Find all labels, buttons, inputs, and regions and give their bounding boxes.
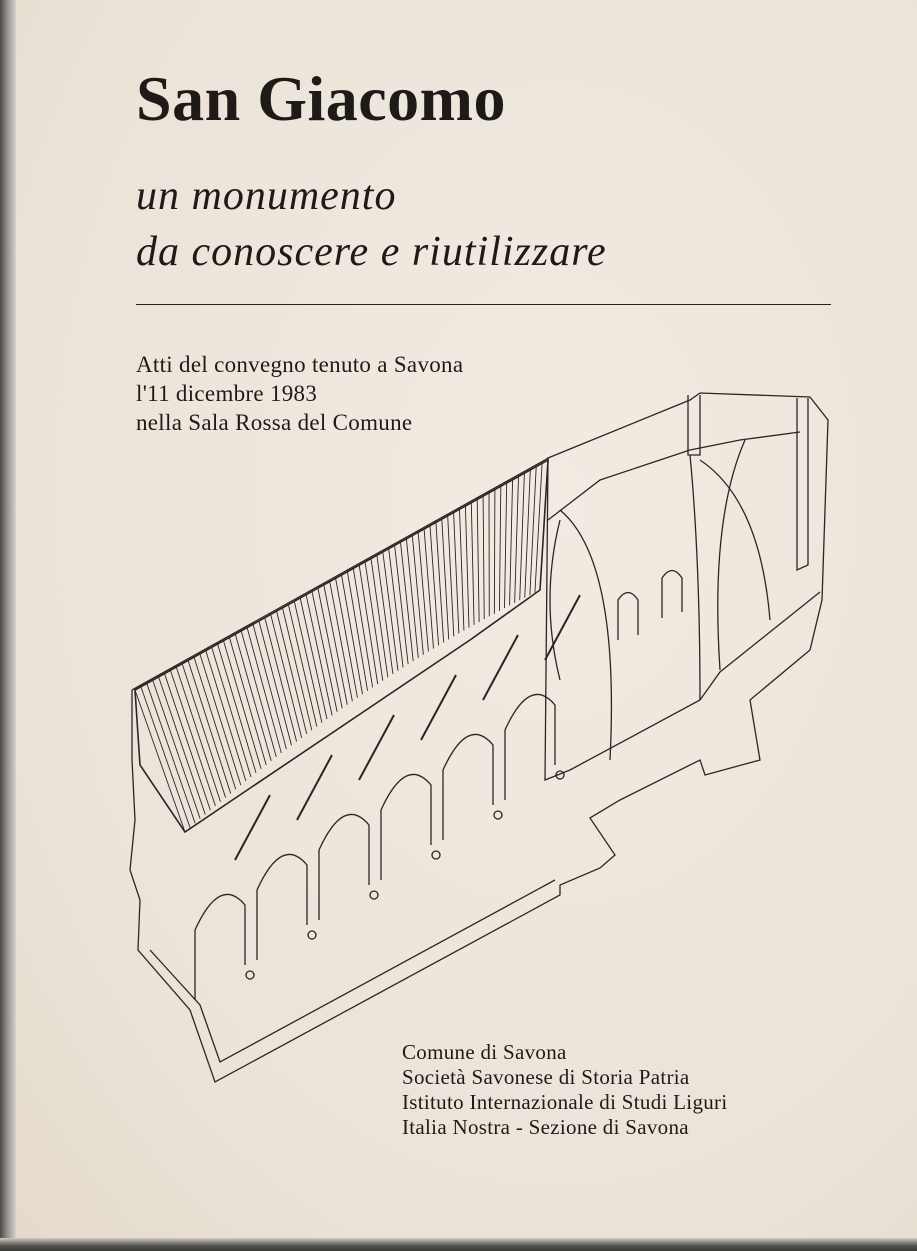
- roof-rafter-line: [188, 660, 231, 793]
- roof-rafter-line: [515, 476, 519, 602]
- organization-name: Comune di Savona: [402, 1040, 567, 1064]
- nave-inner-wall: [150, 880, 555, 1062]
- roof-rafter-line: [253, 624, 286, 749]
- roof-rafter-line: [454, 513, 459, 634]
- roof-rafter-line: [510, 480, 513, 606]
- roof-rafter-line: [200, 654, 241, 785]
- column-base: [432, 851, 440, 859]
- nave-arcade: [195, 595, 580, 1000]
- roof-rafter-line: [520, 473, 525, 600]
- roof-beam: [483, 635, 518, 700]
- roof-rafter-line: [271, 614, 302, 737]
- roof-rafter-line: [412, 536, 423, 655]
- arcade-arch: [319, 814, 369, 920]
- column-base: [494, 811, 502, 819]
- roof-rafter-line: [525, 470, 531, 598]
- roof-rafter-line: [259, 621, 292, 745]
- chancel-wall: [545, 458, 820, 780]
- roof-rafter-line: [147, 683, 195, 823]
- roof-rafter-line: [265, 618, 297, 742]
- roof-rafter-line: [499, 486, 500, 611]
- roof-rafter-line: [347, 572, 367, 691]
- roof-rafter-line: [300, 598, 327, 719]
- roof-rafter-line: [277, 611, 307, 734]
- roof-rafter-line: [448, 516, 454, 637]
- arcade-arch: [381, 774, 431, 880]
- organization-name: Istituto Internazionale di Studi Liguri: [402, 1090, 728, 1114]
- chancel-window: [618, 571, 682, 641]
- roof-rafter-line: [471, 503, 474, 625]
- roof-hatching: [135, 460, 548, 832]
- roof-rafter-line: [247, 628, 281, 753]
- roof-rafter-line: [283, 608, 312, 730]
- column-base: [246, 971, 254, 979]
- roof-rafter-line: [182, 664, 225, 798]
- book-title: San Giacomo: [136, 63, 506, 134]
- roof-rafter-line: [176, 667, 220, 802]
- roof-rafter-line: [460, 509, 464, 630]
- arcade-arch: [443, 734, 493, 840]
- roof-rafter-line: [324, 585, 347, 705]
- roof-rafter-line: [395, 545, 409, 664]
- chancel-pier: [797, 398, 808, 570]
- roof-beam: [235, 795, 270, 860]
- proceedings-line: Atti del convegno tenuto a Savona: [136, 352, 464, 377]
- proceedings-line: l'11 dicembre 1983: [136, 381, 318, 406]
- roof-rafter-line: [342, 575, 363, 694]
- roof-beam: [421, 675, 456, 740]
- chancel-vault: [548, 432, 800, 520]
- roof-rafter-line: [465, 506, 469, 628]
- organizations-list: [402, 1040, 727, 1140]
- roof-rafter-line: [477, 499, 479, 622]
- organization-name: Società Savonese di Storia Patria: [402, 1065, 690, 1089]
- column-base: [308, 931, 316, 939]
- roof-rafter-line: [336, 578, 358, 697]
- roof-rafter-line: [418, 532, 428, 651]
- roof-rafter-line: [483, 496, 484, 619]
- roof-rafter-line: [153, 680, 201, 819]
- roof-rafter-line: [165, 674, 211, 811]
- chancel-rib: [550, 440, 770, 760]
- column-base: [370, 891, 378, 899]
- organization-name: Italia Nostra - Sezione di Savona: [402, 1115, 689, 1139]
- roof-rafter-line: [505, 483, 507, 608]
- nave-outer-wall: [130, 393, 828, 1082]
- roof-rafter-line: [401, 542, 414, 661]
- subtitle-line: da conoscere e riutilizzare: [136, 229, 607, 275]
- arcade-arch: [257, 854, 307, 960]
- proceedings-line: nella Sala Rossa del Comune: [136, 410, 413, 435]
- roof-rafter-line: [424, 529, 433, 649]
- roof-rafter-line: [170, 670, 215, 806]
- roof-rafter-line: [442, 519, 449, 639]
- roof-rafter-line: [318, 588, 342, 708]
- chancel-pier: [688, 395, 700, 455]
- roof-rafter-line: [494, 490, 495, 614]
- roof-beam: [297, 755, 332, 820]
- roof-rafter-line: [194, 657, 236, 789]
- roof-rafter-line: [389, 549, 403, 668]
- roof-beam: [359, 715, 394, 780]
- roof-rafter-line: [353, 568, 372, 687]
- arcade-arch: [195, 894, 245, 1000]
- roof-rafter-line: [159, 677, 206, 815]
- roof-rafter-line: [330, 582, 353, 702]
- arcade-arch: [505, 694, 555, 800]
- subtitle-line: un monumento: [136, 173, 397, 219]
- roof-rafter-line: [530, 467, 536, 595]
- roof-rafter-line: [406, 539, 418, 658]
